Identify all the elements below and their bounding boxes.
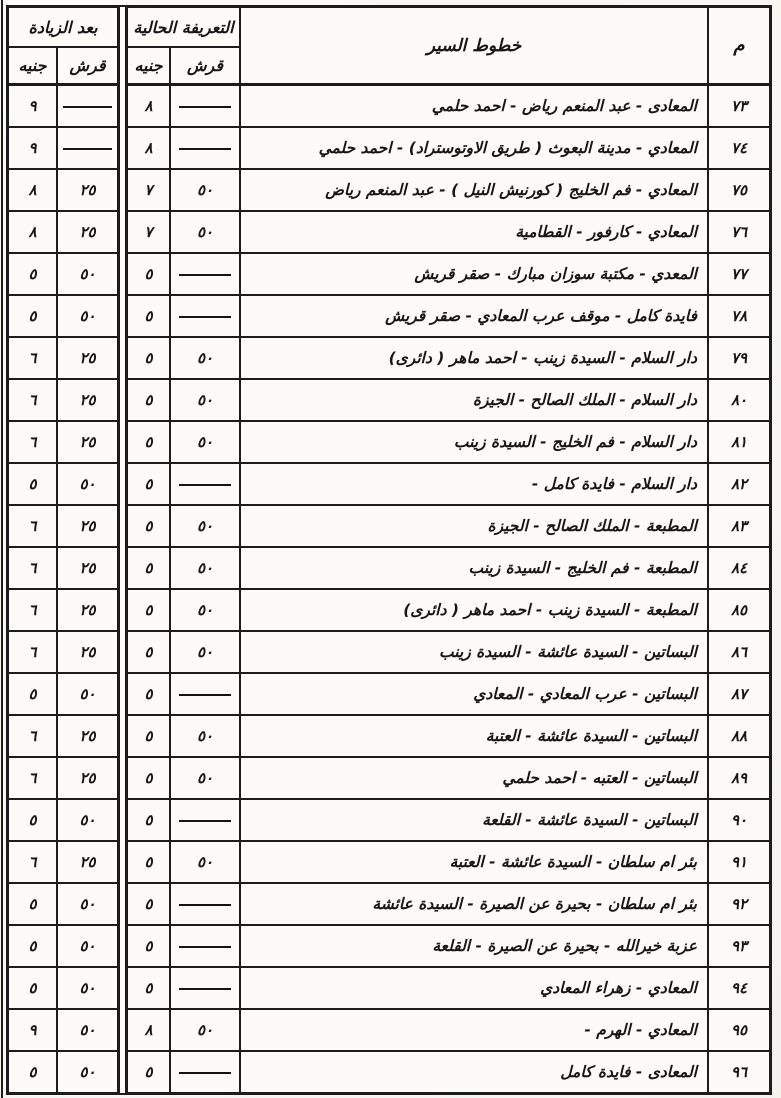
no-fare-dash — [179, 484, 231, 486]
group-divider — [118, 127, 127, 169]
after-increase-piasters-cell: ٥٠ — [57, 295, 118, 337]
after-increase-piasters-cell: ٢٥ — [57, 337, 118, 379]
after-increase-group-header: بعد الزيادة — [8, 7, 118, 47]
group-divider — [118, 1051, 127, 1093]
route-cell: فايدة كامل - موقف عرب المعادي - صقر قريش — [240, 295, 708, 337]
route-cell: البساتين - السيدة عائشة - السيدة زينب — [240, 631, 708, 673]
current-piasters-cell — [170, 673, 240, 715]
no-fare-dash — [179, 148, 231, 150]
row-number-cell: ٧٣ — [708, 85, 770, 127]
group-divider — [118, 379, 127, 421]
after-increase-pounds-cell: ٦ — [8, 379, 57, 421]
row-number-cell: ٧٥ — [708, 169, 770, 211]
after-increase-pounds-cell: ٦ — [8, 337, 57, 379]
row-number-cell: ٩٤ — [708, 967, 770, 1009]
current-pounds-cell: ٥ — [127, 799, 170, 841]
after-increase-piasters-cell: ٢٥ — [57, 421, 118, 463]
after-increase-pounds-header: جنيه — [8, 47, 57, 85]
current-piasters-cell: ٥٠ — [170, 841, 240, 883]
current-piasters-cell: ٥٠ — [170, 379, 240, 421]
current-pounds-cell: ٥ — [127, 337, 170, 379]
route-cell: عزبة خيرالله - بحيرة عن الصيرة - القلعة — [240, 925, 708, 967]
row-number-cell: ٨٢ — [708, 463, 770, 505]
group-divider — [118, 547, 127, 589]
after-increase-piasters-cell: ٥٠ — [57, 883, 118, 925]
after-increase-piasters-cell: ٢٥ — [57, 379, 118, 421]
current-pounds-cell: ٧ — [127, 211, 170, 253]
group-divider — [118, 295, 127, 337]
route-cell: المطبعة - الملك الصالح - الجيزة — [240, 505, 708, 547]
current-pounds-cell: ٥ — [127, 463, 170, 505]
no-fare-dash — [179, 946, 231, 948]
route-cell: بئر ام سلطان - بحيرة عن الصيرة - السيدة عائشة — [240, 883, 708, 925]
row-number-cell: ٨٠ — [708, 379, 770, 421]
row-number-cell: ٧٨ — [708, 295, 770, 337]
route-cell: دار السلام - فم الخليج - السيدة زينب — [240, 421, 708, 463]
current-piasters-cell — [170, 253, 240, 295]
row-number-cell: ٨٩ — [708, 757, 770, 799]
group-divider — [118, 925, 127, 967]
after-increase-pounds-cell: ٥ — [8, 253, 57, 295]
row-number-cell: ٧٤ — [708, 127, 770, 169]
row-number-cell: ٨٥ — [708, 589, 770, 631]
after-increase-piasters-cell — [57, 127, 118, 169]
after-increase-piasters-cell: ٥٠ — [57, 673, 118, 715]
after-increase-pounds-cell: ٨ — [8, 169, 57, 211]
no-fare-dash — [179, 820, 231, 822]
current-piasters-cell: ٥٠ — [170, 421, 240, 463]
after-increase-piasters-cell: ٢٥ — [57, 169, 118, 211]
row-number-cell: ٨٨ — [708, 715, 770, 757]
current-piasters-cell — [170, 463, 240, 505]
current-tariff-group-header: التعريفة الحالية — [127, 7, 240, 47]
after-increase-pounds-cell: ٦ — [8, 757, 57, 799]
no-fare-dash — [179, 904, 231, 906]
fare-table — [6, 5, 772, 1095]
no-fare-dash — [179, 1072, 231, 1074]
current-pounds-cell: ٨ — [127, 1009, 170, 1051]
current-pounds-header: جنيه — [127, 47, 170, 85]
current-piasters-cell: ٥٠ — [170, 169, 240, 211]
current-piasters-cell — [170, 967, 240, 1009]
current-piasters-cell — [170, 883, 240, 925]
row-number-cell: ٨٧ — [708, 673, 770, 715]
after-increase-pounds-cell: ٨ — [8, 211, 57, 253]
current-piasters-cell: ٥٠ — [170, 337, 240, 379]
group-divider — [118, 631, 127, 673]
group-divider — [118, 253, 127, 295]
group-divider — [118, 7, 127, 85]
after-increase-piasters-cell: ٢٥ — [57, 841, 118, 883]
current-pounds-cell: ٥ — [127, 547, 170, 589]
no-fare-dash — [179, 988, 231, 990]
after-increase-pounds-cell: ٥ — [8, 883, 57, 925]
current-pounds-cell: ٥ — [127, 841, 170, 883]
after-increase-piasters-cell: ٥٠ — [57, 463, 118, 505]
row-number-cell: ٧٩ — [708, 337, 770, 379]
route-cell: المعادى - فايدة كامل — [240, 1051, 708, 1093]
route-cell: المعادي - الهرم - — [240, 1009, 708, 1051]
current-pounds-cell: ٨ — [127, 85, 170, 127]
current-piasters-cell: ٥٠ — [170, 631, 240, 673]
group-divider — [118, 169, 127, 211]
current-piasters-cell — [170, 925, 240, 967]
after-increase-piasters-cell: ٢٥ — [57, 589, 118, 631]
current-piasters-cell — [170, 295, 240, 337]
route-cell: المعادي - فم الخليج ( كورنيش النيل ) - عبد المنعم رياض — [240, 169, 708, 211]
current-pounds-cell: ٥ — [127, 295, 170, 337]
after-increase-piasters-cell: ٥٠ — [57, 799, 118, 841]
after-increase-piasters-cell: ٢٥ — [57, 631, 118, 673]
group-divider — [118, 673, 127, 715]
current-piasters-header: قرش — [170, 47, 240, 85]
after-increase-pounds-cell: ٦ — [8, 715, 57, 757]
current-piasters-cell: ٥٠ — [170, 757, 240, 799]
after-increase-piasters-cell: ٥٠ — [57, 925, 118, 967]
after-increase-pounds-cell: ٥ — [8, 799, 57, 841]
row-number-cell: ٨٤ — [708, 547, 770, 589]
current-piasters-cell: ٥٠ — [170, 211, 240, 253]
current-piasters-cell: ٥٠ — [170, 589, 240, 631]
group-divider — [118, 211, 127, 253]
current-pounds-cell: ٧ — [127, 169, 170, 211]
after-increase-piasters-cell: ٢٥ — [57, 547, 118, 589]
route-cell: دار السلام - فايدة كامل - — [240, 463, 708, 505]
after-increase-pounds-cell: ٥ — [8, 967, 57, 1009]
after-increase-pounds-cell: ٩ — [8, 85, 57, 127]
after-increase-pounds-cell: ٩ — [8, 1009, 57, 1051]
current-piasters-cell: ٥٠ — [170, 1009, 240, 1051]
route-cell: المعدي - مكتبة سوزان مبارك - صقر قريش — [240, 253, 708, 295]
no-fare-dash — [179, 316, 231, 318]
current-pounds-cell: ٨ — [127, 127, 170, 169]
current-piasters-cell — [170, 85, 240, 127]
row-number-cell: ٨٦ — [708, 631, 770, 673]
after-increase-pounds-cell: ٥ — [8, 673, 57, 715]
current-piasters-cell — [170, 1051, 240, 1093]
group-divider — [118, 589, 127, 631]
route-cell: البساتين - العتبه - احمد حلمي — [240, 757, 708, 799]
after-increase-piasters-cell — [57, 85, 118, 127]
after-increase-pounds-cell: ٦ — [8, 841, 57, 883]
after-increase-pounds-cell: ٥ — [8, 1051, 57, 1093]
after-increase-piasters-cell: ٢٥ — [57, 505, 118, 547]
current-pounds-cell: ٥ — [127, 631, 170, 673]
current-pounds-cell: ٥ — [127, 1051, 170, 1093]
row-number-cell: ٩٢ — [708, 883, 770, 925]
current-piasters-cell — [170, 799, 240, 841]
after-increase-pounds-cell: ٥ — [8, 925, 57, 967]
after-increase-piasters-cell: ٢٥ — [57, 757, 118, 799]
group-divider — [118, 967, 127, 1009]
current-piasters-cell: ٥٠ — [170, 505, 240, 547]
after-increase-pounds-cell: ٦ — [8, 547, 57, 589]
current-piasters-cell: ٥٠ — [170, 715, 240, 757]
route-cell: بئر ام سلطان - السيدة عائشة - العتبة — [240, 841, 708, 883]
route-cell: البساتين - السيدة عائشة - القلعة — [240, 799, 708, 841]
no-fare-dash — [179, 694, 231, 696]
no-fare-dash — [63, 106, 111, 108]
current-pounds-cell: ٥ — [127, 925, 170, 967]
route-cell: دار السلام - السيدة زينب - احمد ماهر ( دائرى) — [240, 337, 708, 379]
after-increase-piasters-cell: ٢٥ — [57, 211, 118, 253]
group-divider — [118, 85, 127, 127]
route-cell: البساتين - السيدة عائشة - العتبة — [240, 715, 708, 757]
current-pounds-cell: ٥ — [127, 379, 170, 421]
route-cell: المعادي - كارفور - القطامية — [240, 211, 708, 253]
after-increase-pounds-cell: ٥ — [8, 463, 57, 505]
current-pounds-cell: ٥ — [127, 673, 170, 715]
group-divider — [118, 337, 127, 379]
route-cell: دار السلام - الملك الصالح - الجيزة — [240, 379, 708, 421]
row-number-cell: ٩٠ — [708, 799, 770, 841]
group-divider — [118, 463, 127, 505]
group-divider — [118, 799, 127, 841]
no-fare-dash — [179, 106, 231, 108]
current-pounds-cell: ٥ — [127, 589, 170, 631]
after-increase-piasters-cell: ٥٠ — [57, 1009, 118, 1051]
current-pounds-cell: ٥ — [127, 253, 170, 295]
after-increase-pounds-cell: ٥ — [8, 295, 57, 337]
row-number-column-header: م — [708, 7, 770, 85]
current-pounds-cell: ٥ — [127, 421, 170, 463]
current-pounds-cell: ٥ — [127, 883, 170, 925]
route-cell: المعادي - زهراء المعادي — [240, 967, 708, 1009]
row-number-cell: ٨٣ — [708, 505, 770, 547]
group-divider — [118, 421, 127, 463]
after-increase-pounds-cell: ٩ — [8, 127, 57, 169]
group-divider — [118, 1009, 127, 1051]
after-increase-pounds-cell: ٦ — [8, 589, 57, 631]
current-pounds-cell: ٥ — [127, 757, 170, 799]
row-number-cell: ٨١ — [708, 421, 770, 463]
after-increase-pounds-cell: ٦ — [8, 421, 57, 463]
group-divider — [118, 841, 127, 883]
after-increase-pounds-cell: ٦ — [8, 631, 57, 673]
current-pounds-cell: ٥ — [127, 505, 170, 547]
after-increase-piasters-cell: ٢٥ — [57, 715, 118, 757]
after-increase-piasters-cell: ٥٠ — [57, 967, 118, 1009]
group-divider — [118, 757, 127, 799]
route-cell: المعادى - عبد المنعم رياض - احمد حلمي — [240, 85, 708, 127]
routes-column-header: خطوط السير — [240, 7, 708, 85]
group-divider — [118, 505, 127, 547]
row-number-cell: ٩١ — [708, 841, 770, 883]
after-increase-piasters-cell: ٥٠ — [57, 1051, 118, 1093]
after-increase-piasters-header: قرش — [57, 47, 118, 85]
row-number-cell: ٩٣ — [708, 925, 770, 967]
row-number-cell: ٩٦ — [708, 1051, 770, 1093]
group-divider — [118, 715, 127, 757]
current-piasters-cell: ٥٠ — [170, 547, 240, 589]
route-cell: المطبعة - السيدة زينب - احمد ماهر ( دائرى) — [240, 589, 708, 631]
after-increase-pounds-cell: ٦ — [8, 505, 57, 547]
current-piasters-cell — [170, 127, 240, 169]
route-cell: المطبعة - فم الخليج - السيدة زينب — [240, 547, 708, 589]
after-increase-piasters-cell: ٥٠ — [57, 253, 118, 295]
row-number-cell: ٧٦ — [708, 211, 770, 253]
current-pounds-cell: ٥ — [127, 967, 170, 1009]
row-number-cell: ٧٧ — [708, 253, 770, 295]
group-divider — [118, 883, 127, 925]
route-cell: البساتين - عرب المعادي - المعادي — [240, 673, 708, 715]
no-fare-dash — [179, 274, 231, 276]
row-number-cell: ٩٥ — [708, 1009, 770, 1051]
current-pounds-cell: ٥ — [127, 715, 170, 757]
route-cell: المعادي - مدينة البعوث ( طريق الاوتوستراد) - احمد حلمي — [240, 127, 708, 169]
no-fare-dash — [63, 148, 111, 150]
